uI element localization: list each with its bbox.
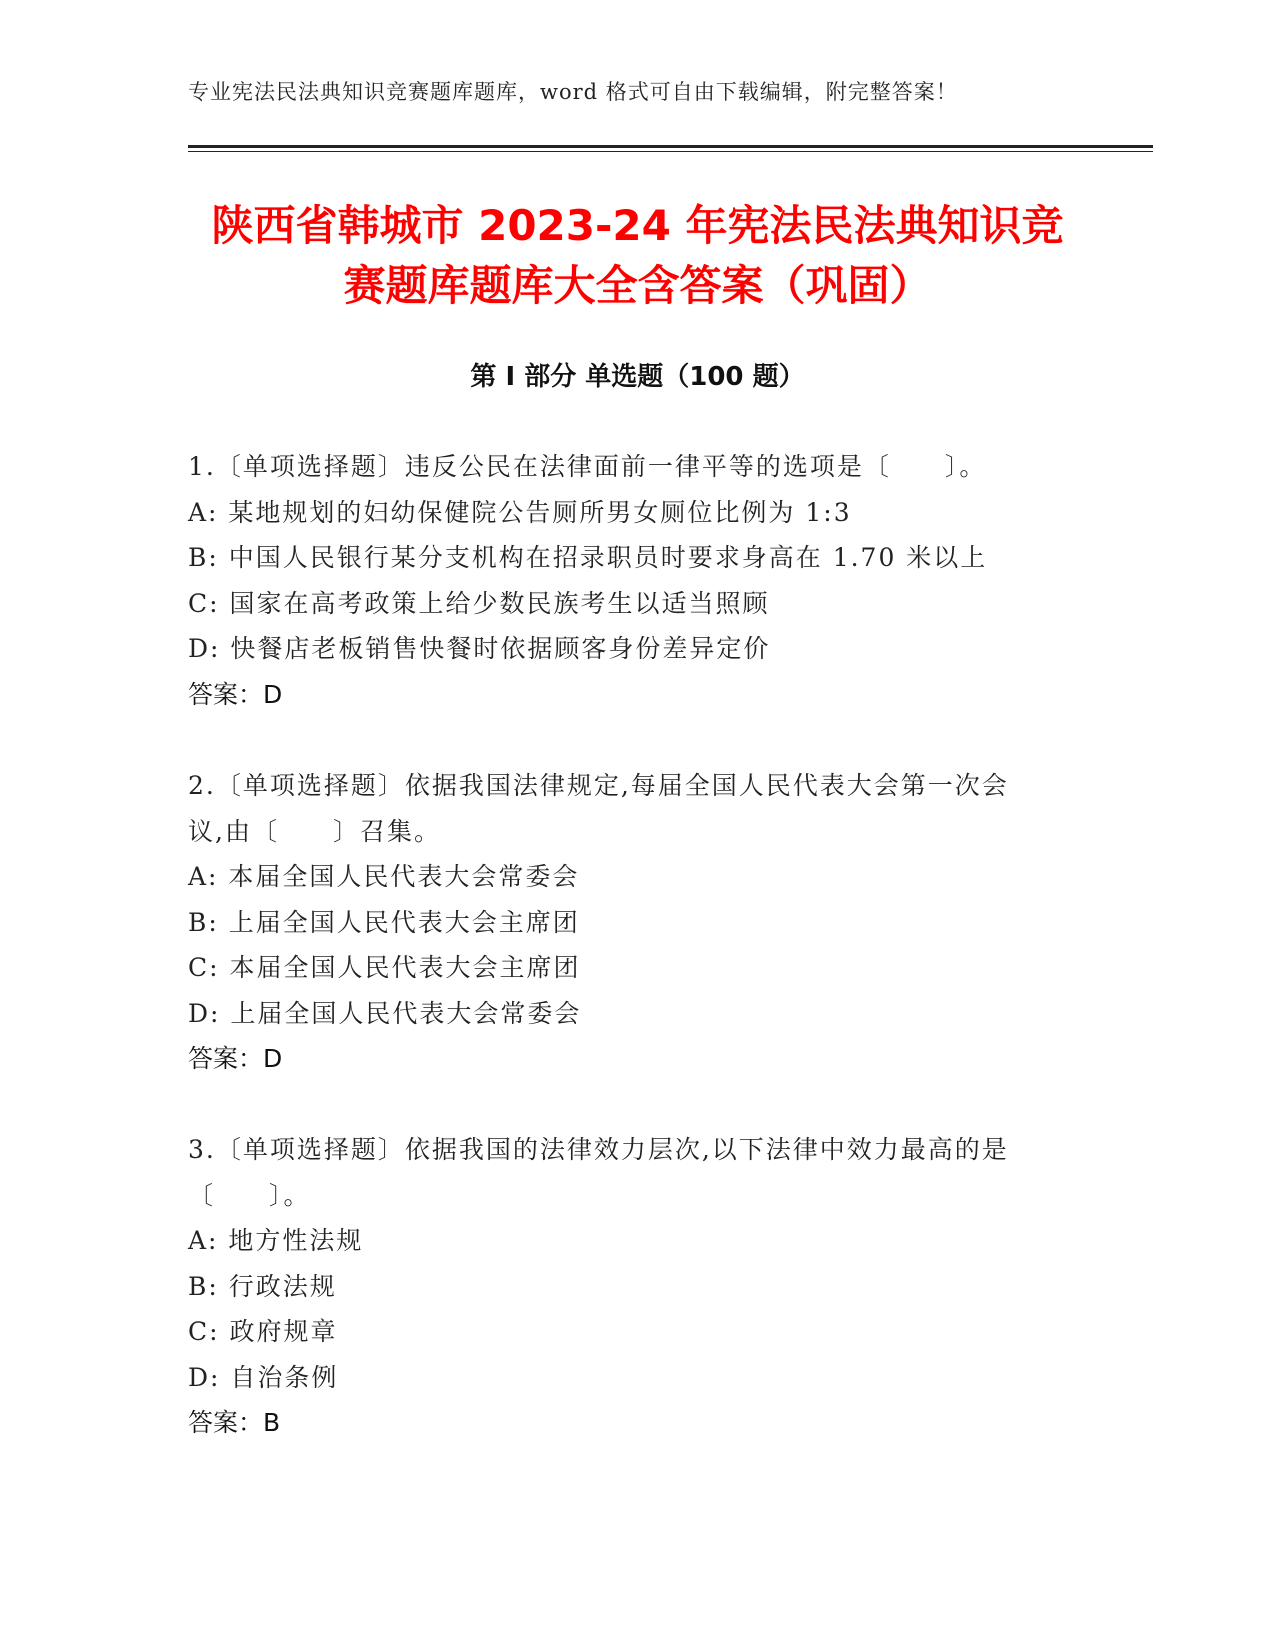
- document-title-line-1: 陕西省韩城市 2023-24 年宪法民法典知识竞: [211, 201, 1064, 250]
- question-stem-continued: 议,由〔 〕召集。: [188, 816, 441, 846]
- option-c: C: 政府规章: [188, 1317, 338, 1346]
- answer: 答案：D: [188, 1044, 283, 1073]
- question-2: [188, 763, 1088, 1082]
- option-c: C: 国家在高考政策上给少数民族考生以适当照顾: [188, 588, 770, 618]
- question-stem: 2.〔单项选择题〕依据我国法律规定,每届全国人民代表大会第一次会: [188, 771, 1009, 800]
- option-c: C: 本届全国人民代表大会主席团: [188, 953, 581, 982]
- option-d: D: 上届全国人民代表大会常委会: [188, 998, 582, 1028]
- document-title-line-2: 赛题库题库大全含答案（巩固）: [343, 261, 932, 310]
- answer: 答案：B: [188, 1408, 281, 1437]
- option-b: B: 上届全国人民代表大会主席团: [188, 907, 580, 937]
- question-stem: 3.〔单项选择题〕依据我国的法律效力层次,以下法律中效力最高的是: [188, 1135, 1009, 1164]
- option-a: A: 地方性法规: [188, 1226, 364, 1255]
- header-note: 专业宪法民法典知识竞赛题库题库，word 格式可自由下载编辑，附完整答案！: [188, 80, 958, 104]
- question-1: [188, 444, 1088, 717]
- option-d: D: 快餐店老板销售快餐时依据顾客身份差异定价: [188, 634, 771, 663]
- answer: 答案：D: [188, 679, 283, 709]
- document-title: [0, 196, 1275, 316]
- option-a: A: 某地规划的妇幼保健院公告厕所男女厕位比例为 1:3: [188, 497, 852, 527]
- option-b: B: 行政法规: [188, 1271, 337, 1301]
- question-stem: 1.〔单项选择题〕违反公民在法律面前一律平等的选项是〔 〕。: [188, 452, 987, 481]
- option-a: A: 本届全国人民代表大会常委会: [188, 862, 580, 891]
- option-d: D: 自治条例: [188, 1362, 339, 1392]
- question-3: [188, 1127, 1088, 1446]
- section-title: 第 I 部分 单选题（100 题）: [470, 362, 805, 392]
- header-rule-thin: [188, 151, 1153, 152]
- header-rule-thick: [188, 145, 1153, 148]
- question-stem-continued: 〔 〕。: [188, 1180, 311, 1210]
- option-b: B: 中国人民银行某分支机构在招录职员时要求身高在 1.70 米以上: [188, 543, 988, 572]
